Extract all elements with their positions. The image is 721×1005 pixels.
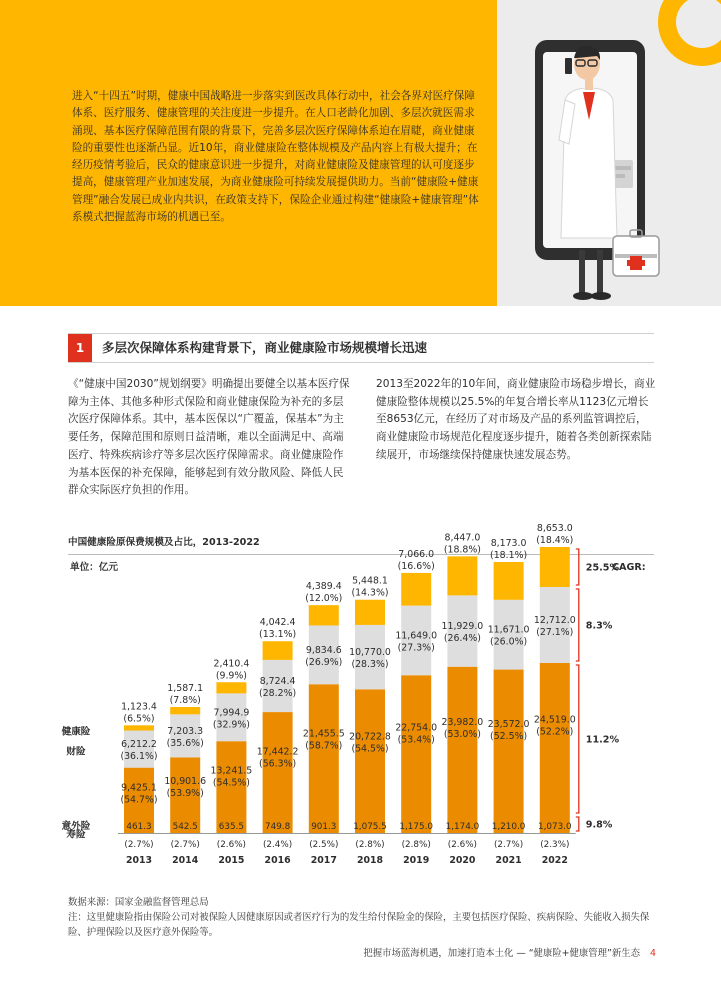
label-health-value-2022: 8,653.0 — [536, 523, 573, 534]
right-paragraph: 2013至2022年的10年间，商业健康险市场稳步增长，商业健康险整体规模以25.5%的年复合增长率从1123亿元增长至8653亿元，在经历了对市场及产品的系列监管调控后，商业健康险市场规范化程度逐步提升，随着各类创新探索陆续展开，市场继续保持健康快速发展态势。 — [376, 378, 656, 461]
bar-health-2015 — [216, 682, 246, 693]
label-property-value-2016: 8,724.4 — [259, 675, 296, 687]
label-property-value-2013: 6,212.2 — [121, 739, 157, 751]
label-life-value-2019: 22,754.0 — [395, 722, 438, 734]
label-accident-value-2020: 1,174.0 — [445, 822, 480, 832]
tick-year-2016: 2016 — [264, 855, 291, 866]
bar-health-2020 — [447, 556, 477, 595]
label-property-share-2013: (36.1%) — [120, 751, 158, 763]
label-health-value-2016: 4,042.4 — [259, 617, 296, 629]
definition-note: 注：这里健康险指由保险公司对被保险人因健康原因或者医疗行为的发生给付保险金的保险，主要包括医疗保险、疾病保险、失能收入损失保险、护理保险以及医疗意外保险等。 — [68, 912, 650, 938]
bar-life-2016 — [263, 712, 293, 833]
left-paragraph: 《“健康中国2030”规划纲要》明确提出要健全以基本医疗保障为主体、其他多种形式保险和商业健康保险为补充的多层次医疗保障体系。其中，基本医保以“广覆盖，保基本”为主要任务，保障范围和原则日益清晰，难以全面满足中、高端医疗、特殊疾病诊疗等多层次医疗保障需求。商业健康险作为基本医保的补充保障，能够起到有效分散风险、降低人民群众实际医疗负担的作用。 — [68, 378, 350, 497]
label-health-value-2014: 1,587.1 — [167, 683, 204, 695]
label-property-value-2015: 7,994.9 — [213, 707, 250, 719]
label-life-share-2020: (53.0%) — [443, 728, 481, 740]
label-property-value-2017: 9,834.6 — [305, 644, 342, 656]
label-life-value-2021: 23,572.0 — [487, 718, 530, 730]
label-health-value-2018: 5,448.1 — [352, 575, 388, 587]
cagr-accident-bracket — [576, 817, 579, 831]
label-life-value-2020: 23,982.0 — [441, 716, 484, 728]
cagr-life-bracket — [576, 665, 579, 813]
label-accident-share-2015: (2.6%) — [216, 840, 247, 850]
bar-health-2022 — [540, 547, 570, 587]
label-property-share-2015: (32.9%) — [212, 719, 250, 731]
label-property-share-2016: (28.2%) — [259, 687, 297, 699]
tick-year-2015: 2015 — [218, 855, 245, 866]
label-property-share-2020: (26.4%) — [443, 633, 481, 645]
chart-heading: 中国健康险原保费规模及占比，2013-2022 — [68, 534, 654, 555]
page-footer — [300, 945, 656, 959]
tick-year-2017: 2017 — [310, 855, 337, 866]
bar-life-2018 — [355, 689, 385, 833]
label-life-value-2013: 9,425.1 — [121, 782, 157, 794]
label-health-share-2021: (18.1%) — [490, 550, 528, 562]
tick-year-2020: 2020 — [449, 855, 476, 866]
label-health-share-2022: (18.4%) — [536, 535, 574, 546]
label-health-share-2017: (12.0%) — [305, 593, 343, 605]
tick-year-2019: 2019 — [403, 855, 430, 866]
label-life-share-2018: (54.5%) — [351, 743, 389, 755]
label-life-share-2019: (53.4%) — [397, 734, 435, 746]
label-accident-share-2022: (2.3%) — [540, 840, 570, 850]
label-property-share-2022: (27.1%) — [536, 627, 574, 638]
label-health-share-2015: (9.9%) — [215, 670, 247, 682]
bar-health-2021 — [494, 562, 524, 600]
label-property-share-2019: (27.3%) — [397, 642, 435, 654]
label-health-value-2020: 8,447.0 — [444, 532, 481, 544]
label-life-value-2015: 13,241.5 — [210, 765, 253, 777]
label-life-value-2014: 10,901.6 — [164, 775, 207, 787]
label-accident-share-2013: (2.7%) — [124, 840, 154, 850]
cagr-health-value: 25.5% — [585, 562, 620, 574]
bar-health-2017 — [309, 605, 339, 625]
label-life-share-2015: (54.5%) — [212, 777, 250, 789]
label-accident-share-2021: (2.7%) — [493, 840, 524, 850]
row-label-accident: 意外险 — [61, 821, 91, 832]
label-health-share-2016: (13.1%) — [259, 629, 297, 641]
source-note: 数据来源：国家金融监督管理总局 — [68, 897, 209, 908]
label-property-value-2021: 11,671.0 — [487, 624, 530, 636]
label-life-share-2014: (53.9%) — [166, 787, 204, 799]
label-accident-share-2018: (2.8%) — [355, 840, 385, 850]
label-accident-value-2019: 1,175.0 — [399, 822, 433, 832]
doctor-illustration — [497, 0, 721, 306]
label-health-share-2019: (16.6%) — [397, 560, 435, 572]
label-accident-value-2018: 1,075.5 — [353, 822, 387, 832]
label-property-share-2017: (26.9%) — [305, 656, 343, 668]
unit-label: 单位：亿元 — [70, 562, 118, 573]
tick-year-2022: 2022 — [541, 855, 568, 866]
label-property-value-2019: 11,649.0 — [395, 630, 438, 642]
section-number-badge: 1 — [68, 334, 92, 362]
hero-banner — [0, 0, 497, 306]
bar-health-2016 — [263, 641, 293, 660]
label-property-share-2014: (35.6%) — [166, 737, 204, 749]
label-health-share-2013: (6.5%) — [123, 713, 155, 725]
label-accident-share-2016: (2.4%) — [262, 840, 293, 850]
intro-paragraph: 进入“十四五”时期，健康中国战略进一步落实到医改具体行动中，社会各界对医疗保障体系、医疗服务、健康管理的关注度进一步提升。在人口老龄化加剧、多层次就医需求涌现、基本医疗保障范围有限的背景下，完善多层次医疗保障体系迫在眉睫，商业健康险的重要性也逐渐凸显。近10年，商业健康险在整体规模及产品内容上有极大提升；在经历疫情考验后，民众的健康意识进一步提升，对商业健康险及健康管理的认可度逐步提高，健康管理产业加速发展，为商业健康险可持续发展提供助力。当前“健康险+健康管理”融合发展已成业内共识，在政策支持下，保险企业通过构建“健康险+健康管理”体系模式把握蓝海市场的机遇已至。 — [72, 90, 479, 224]
cagr-property-bracket — [576, 589, 579, 661]
label-accident-share-2019: (2.8%) — [401, 840, 431, 850]
label-health-value-2021: 8,173.0 — [490, 538, 527, 550]
label-accident-share-2020: (2.6%) — [447, 840, 478, 850]
cagr-property-value: 8.3% — [585, 620, 613, 632]
label-health-value-2015: 2,410.4 — [213, 658, 250, 670]
label-property-value-2020: 11,929.0 — [441, 621, 484, 633]
label-life-share-2022: (52.2%) — [536, 726, 574, 738]
bar-life-2017 — [309, 684, 339, 833]
label-accident-share-2017: (2.5%) — [309, 840, 339, 850]
label-accident-value-2014: 542.5 — [172, 822, 198, 832]
label-health-value-2013: 1,123.4 — [121, 701, 157, 713]
label-accident-value-2021: 1,210.0 — [491, 822, 526, 832]
bar-health-2014 — [170, 707, 200, 714]
section-header — [68, 333, 654, 363]
label-property-value-2018: 10,770.0 — [349, 647, 391, 659]
label-accident-value-2017: 901.3 — [311, 822, 337, 832]
footer-text: 把握市场蓝海机遇，加速打造本土化 — “健康险+健康管理”新生态 — [363, 948, 641, 959]
row-label-health: 健康险 — [61, 726, 91, 738]
cagr-label: CAGR: — [612, 562, 646, 573]
label-health-share-2014: (7.8%) — [169, 695, 201, 707]
label-life-value-2022: 24,519.0 — [533, 714, 576, 726]
row-label-property: 财险 — [66, 746, 86, 758]
bar-life-2021 — [491, 670, 526, 833]
label-life-value-2018: 20,722.8 — [349, 731, 391, 743]
label-accident-value-2016: 749.8 — [265, 822, 291, 832]
tick-year-2014: 2014 — [172, 855, 199, 866]
tick-year-2021: 2021 — [495, 855, 522, 866]
label-life-share-2013: (54.7%) — [120, 794, 158, 806]
label-property-value-2022: 12,712.0 — [533, 615, 576, 626]
tick-year-2013: 2013 — [125, 855, 153, 866]
label-life-value-2016: 17,442.2 — [256, 746, 299, 758]
bar-life-2022 — [540, 663, 570, 833]
label-life-share-2021: (52.5%) — [490, 730, 528, 742]
label-life-value-2017: 21,455.5 — [302, 728, 345, 740]
tick-year-2018: 2018 — [356, 855, 384, 866]
label-health-value-2017: 4,389.4 — [305, 581, 342, 593]
bar-health-2013 — [124, 725, 154, 730]
bar-life-2020 — [447, 667, 477, 833]
label-life-share-2016: (56.3%) — [259, 758, 297, 770]
bar-health-2018 — [355, 600, 385, 625]
doctor-with-phone-icon — [497, 0, 721, 306]
bar-health-2019 — [401, 573, 431, 606]
section-title: 多层次保障体系构建背景下，商业健康险市场规模增长迅速 — [102, 340, 428, 355]
label-health-share-2018: (14.3%) — [351, 587, 389, 599]
label-accident-value-2013: 461.3 — [126, 822, 152, 832]
bar-life-2019 — [401, 675, 431, 833]
label-property-share-2018: (28.3%) — [351, 659, 389, 671]
label-health-share-2020: (18.8%) — [443, 544, 481, 556]
label-property-share-2021: (26.0%) — [490, 636, 528, 648]
row-label-life: 寿险 — [66, 829, 86, 841]
cagr-accident-value: 9.8% — [585, 819, 613, 831]
label-health-value-2019: 7,066.0 — [398, 548, 435, 560]
label-accident-share-2014: (2.7%) — [170, 840, 200, 850]
label-life-share-2017: (58.7%) — [305, 740, 343, 752]
cagr-life-value: 11.2% — [585, 734, 620, 746]
label-property-value-2014: 7,203.3 — [167, 725, 204, 737]
label-accident-value-2022: 1,073.0 — [538, 822, 572, 832]
page-number: 4 — [650, 948, 656, 959]
label-accident-value-2015: 635.5 — [218, 822, 244, 832]
